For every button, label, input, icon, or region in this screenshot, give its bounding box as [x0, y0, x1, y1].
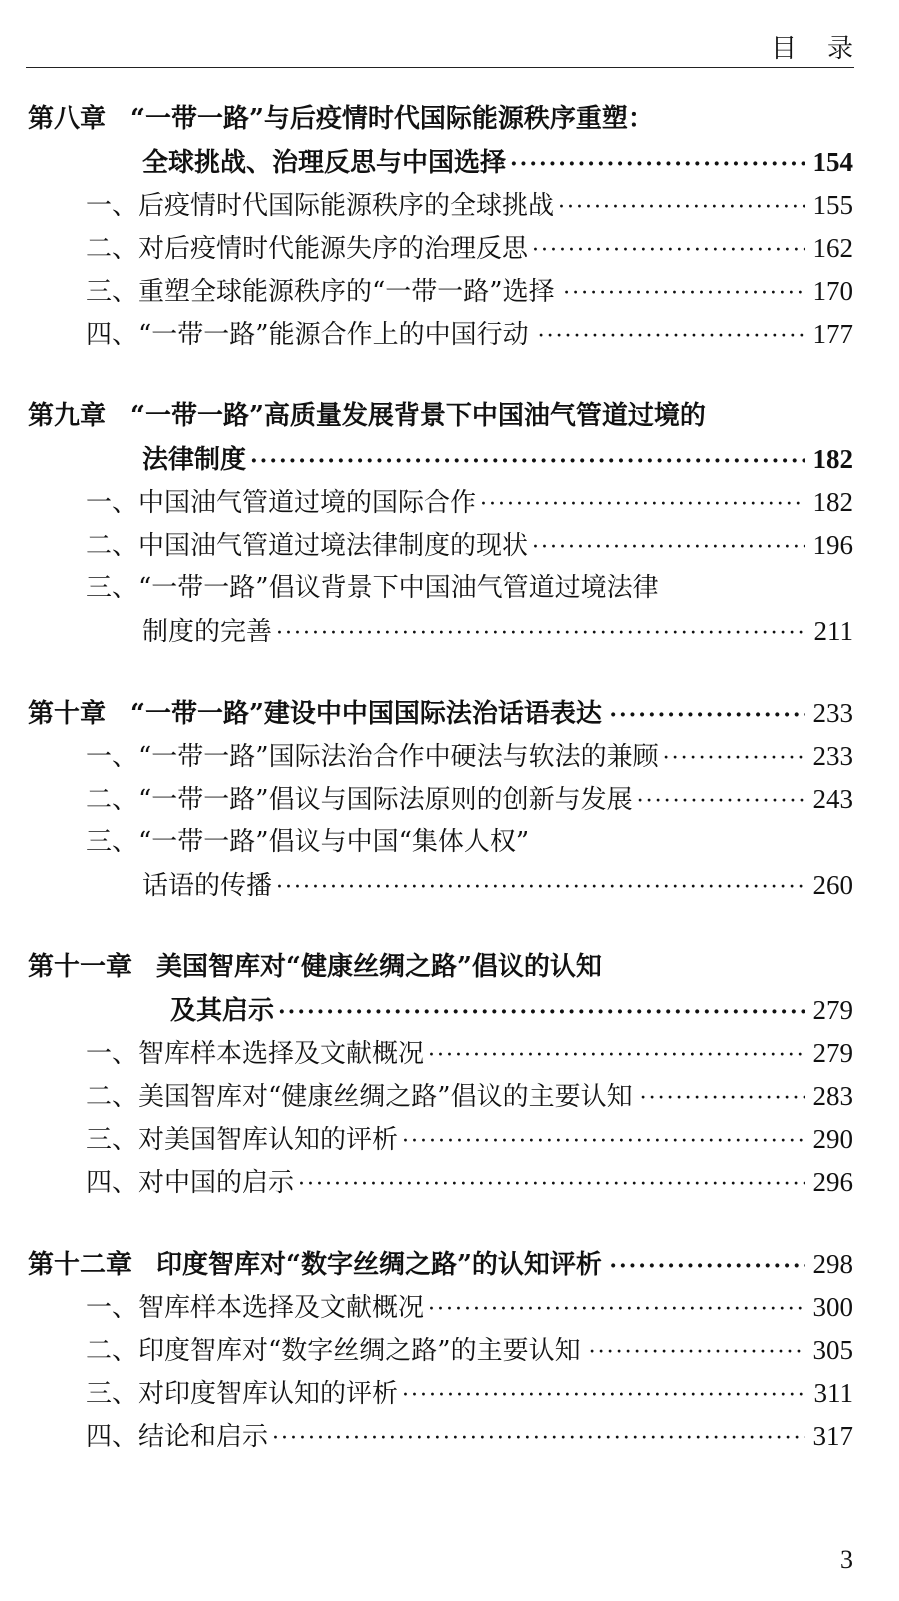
section-title: 三、对印度智库认知的评析: [86, 1379, 399, 1409]
chapter-label: 第十章: [28, 699, 107, 729]
page-ref: 311: [813, 1378, 853, 1408]
chapter-title: “一带一路”高质量发展背景下中国油气管道过境的: [130, 401, 706, 431]
page-ref: 279: [812, 1038, 853, 1068]
leader-dots: [640, 1077, 805, 1120]
chapter-title: 美国智库对“健康丝绸之路”倡议的认知: [156, 952, 602, 982]
section-title: 一、智库样本选择及文献概况: [86, 1039, 425, 1069]
page-ref: 177: [812, 319, 853, 349]
toc-entry[interactable]: [0, 1161, 899, 1204]
page-ref: 162: [812, 233, 853, 263]
leader-dots: [278, 991, 804, 1034]
page-ref: 243: [812, 784, 853, 814]
leader-dots: [558, 186, 804, 229]
toc-entry[interactable]: [0, 184, 899, 227]
chapter-12-heading[interactable]: [0, 1243, 899, 1286]
chapter-8: [0, 98, 899, 356]
section-title: 一、智库样本选择及文献概况: [86, 1293, 425, 1323]
chapter-10-heading[interactable]: [0, 692, 899, 735]
leader-dots: [276, 866, 804, 909]
section-title: 一、“一带一路”国际法治合作中硬法与软法的兼顾: [86, 742, 659, 772]
leader-dots: [589, 1331, 805, 1374]
leader-dots: [510, 143, 804, 186]
leader-dots: [663, 737, 805, 780]
chapter-title: “一带一路”建设中中国国际法治话语表达: [130, 699, 602, 729]
header-rule: [26, 67, 854, 68]
page-ref: 170: [812, 276, 853, 306]
chapter-label: 第八章: [28, 104, 107, 134]
section-title: 三、“一带一路”倡议与中国“集体人权”: [86, 827, 530, 857]
chapter-title: “一带一路”与后疫情时代国际能源秩序重塑：: [130, 104, 654, 134]
section-title: 二、“一带一路”倡议与国际法原则的创新与发展: [86, 785, 633, 815]
section-title: 一、中国油气管道过境的国际合作: [86, 488, 477, 518]
section-title: 二、美国智库对“健康丝绸之路”倡议的主要认知: [86, 1082, 633, 1112]
leader-dots: [609, 694, 804, 737]
toc-entry[interactable]: [0, 270, 899, 313]
chapter-11-heading[interactable]: [0, 946, 899, 989]
leader-dots: [428, 1034, 804, 1077]
running-header-title: 目录: [770, 34, 883, 64]
leader-dots: [532, 229, 804, 272]
chapter-11: [0, 946, 899, 1204]
page-ref: 305: [812, 1335, 853, 1365]
section-title: 一、后疫情时代国际能源秩序的全球挑战: [86, 191, 555, 221]
chapter-title-cont: 及其启示: [170, 996, 275, 1026]
page-ref: 155: [812, 190, 853, 220]
toc-entry-cont[interactable]: [0, 864, 899, 907]
toc-entry[interactable]: [0, 227, 899, 270]
page-ref: 300: [812, 1292, 853, 1322]
section-title: 四、“一带一路”能源合作上的中国行动: [86, 320, 529, 350]
section-title: 二、中国油气管道过境法律制度的现状: [86, 531, 529, 561]
leader-dots: [402, 1120, 804, 1163]
page-ref: 182: [812, 444, 853, 474]
section-title: 三、对美国智库认知的评析: [86, 1125, 399, 1155]
page-number: 3: [840, 1545, 853, 1574]
leader-dots: [298, 1163, 804, 1206]
leader-dots: [250, 440, 804, 483]
leader-dots: [276, 612, 805, 655]
leader-dots: [538, 315, 805, 358]
toc-entry[interactable]: [0, 1329, 899, 1372]
chapter-10: [0, 692, 899, 907]
section-title: 四、结论和启示: [86, 1422, 269, 1452]
page-ref: 298: [812, 1249, 853, 1279]
leader-dots: [480, 483, 804, 526]
toc-entry[interactable]: [0, 567, 899, 610]
page-ref: 279: [812, 995, 853, 1025]
page-ref: 283: [812, 1081, 853, 1111]
page-ref: 317: [812, 1421, 853, 1451]
chapter-title-cont: 全球挑战、治理反思与中国选择: [142, 148, 507, 178]
chapter-12: [0, 1243, 899, 1458]
page-ref: 154: [812, 147, 853, 177]
leader-dots: [428, 1288, 804, 1331]
chapter-8-heading[interactable]: [0, 98, 899, 141]
chapter-label: 第十一章: [28, 952, 133, 982]
chapter-label: 第九章: [28, 401, 107, 431]
toc-entry[interactable]: [0, 1032, 899, 1075]
page-ref: 296: [812, 1167, 853, 1197]
table-of-contents: [0, 98, 899, 1497]
toc-entry[interactable]: [0, 735, 899, 778]
section-title-cont: 话语的传播: [142, 871, 273, 901]
page-ref: 182: [812, 487, 853, 517]
section-title: 二、对后疫情时代能源失序的治理反思: [86, 234, 529, 264]
toc-entry[interactable]: [0, 313, 899, 356]
page-ref: 211: [813, 616, 853, 646]
page-ref: 260: [812, 870, 853, 900]
toc-entry[interactable]: [0, 778, 899, 821]
page-ref: 196: [812, 530, 853, 560]
chapter-label: 第十二章: [28, 1250, 133, 1280]
chapter-title: 印度智库对“数字丝绸之路”的认知评析: [156, 1250, 602, 1280]
chapter-9: [0, 395, 899, 653]
toc-entry[interactable]: [0, 1372, 899, 1415]
leader-dots: [563, 272, 804, 315]
toc-entry[interactable]: [0, 524, 899, 567]
chapter-9-heading[interactable]: [0, 395, 899, 438]
section-title: 二、印度智库对“数字丝绸之路”的主要认知: [86, 1336, 581, 1366]
toc-entry[interactable]: [0, 1075, 899, 1118]
section-title: 四、对中国的启示: [86, 1168, 295, 1198]
page-ref: 290: [812, 1124, 853, 1154]
section-title: 三、“一带一路”倡议背景下中国油气管道过境法律: [86, 573, 659, 603]
page-ref: 233: [812, 698, 853, 728]
section-title: 三、重塑全球能源秩序的“一带一路”选择: [86, 277, 555, 307]
toc-entry[interactable]: [0, 1118, 899, 1161]
toc-entry[interactable]: [0, 821, 899, 864]
leader-dots: [532, 526, 804, 569]
chapter-title-cont: 法律制度: [142, 445, 247, 475]
toc-entry-cont[interactable]: [0, 610, 899, 653]
leader-dots: [402, 1374, 805, 1417]
chapter-8-heading-cont[interactable]: [0, 141, 899, 184]
leader-dots: [609, 1245, 804, 1288]
section-title-cont: 制度的完善: [142, 617, 273, 647]
leader-dots: [637, 780, 805, 823]
toc-entry[interactable]: [0, 1286, 899, 1329]
chapter-9-heading-cont[interactable]: [0, 438, 899, 481]
page-ref: 233: [812, 741, 853, 771]
toc-entry[interactable]: [0, 1415, 899, 1458]
toc-entry[interactable]: [0, 481, 899, 524]
leader-dots: [272, 1417, 804, 1460]
chapter-11-heading-cont[interactable]: [0, 989, 899, 1032]
